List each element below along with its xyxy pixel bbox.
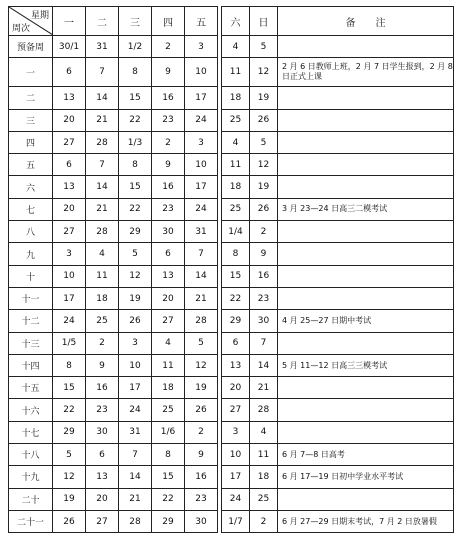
week-label-cell: 十五 xyxy=(9,377,53,399)
date-cell-tue: 16 xyxy=(86,377,119,399)
date-cell-sun: 11 xyxy=(250,444,278,466)
date-cell-sun: 19 xyxy=(250,87,278,109)
note-cell: 2 月 6 日教师上班，2 月 7 日学生报到，2 月 8 日正式上课 xyxy=(278,58,454,87)
school-calendar-table xyxy=(8,6,454,533)
date-cell-fri: 12 xyxy=(185,354,218,376)
date-cell-wed: 12 xyxy=(119,265,152,287)
date-cell-wed: 10 xyxy=(119,354,152,376)
week-label-cell: 二 xyxy=(9,87,53,109)
corner-label-weekday: 星期 xyxy=(30,11,49,21)
note-cell xyxy=(278,332,454,354)
date-cell-sun: 19 xyxy=(250,176,278,198)
week-label-cell: 四 xyxy=(9,131,53,153)
date-cell-thu: 1/6 xyxy=(152,421,185,443)
week-label-cell: 二十 xyxy=(9,488,53,510)
date-cell-thu: 16 xyxy=(152,87,185,109)
date-cell-sun: 4 xyxy=(250,421,278,443)
date-cell-sun: 12 xyxy=(250,154,278,176)
date-cell-mon: 6 xyxy=(53,154,86,176)
date-cell-sun: 21 xyxy=(250,377,278,399)
corner-label-week: 周次 xyxy=(12,24,31,34)
week-label-cell: 十一 xyxy=(9,287,53,309)
date-cell-thu: 18 xyxy=(152,377,185,399)
date-cell-fri: 14 xyxy=(185,265,218,287)
header-notes: 备 注 xyxy=(278,7,454,36)
week-label-cell: 六 xyxy=(9,176,53,198)
date-cell-thu: 2 xyxy=(152,36,185,58)
date-cell-tue: 21 xyxy=(86,198,119,220)
date-cell-fri: 23 xyxy=(185,488,218,510)
date-cell-tue: 31 xyxy=(86,36,119,58)
date-cell-sat: 10 xyxy=(222,444,250,466)
date-cell-tue: 9 xyxy=(86,354,119,376)
week-row xyxy=(9,243,454,265)
date-cell-sun: 5 xyxy=(250,36,278,58)
date-cell-sun: 28 xyxy=(250,399,278,421)
note-cell xyxy=(278,36,454,58)
week-row xyxy=(9,332,454,354)
date-cell-sat: 25 xyxy=(222,109,250,131)
date-cell-thu: 4 xyxy=(152,332,185,354)
calendar-body xyxy=(9,36,454,533)
week-label-cell: 五 xyxy=(9,154,53,176)
date-cell-fri: 31 xyxy=(185,221,218,243)
note-cell: 5 月 11—12 日高三三模考试 xyxy=(278,354,454,376)
date-cell-sat: 20 xyxy=(222,377,250,399)
week-label-cell: 十二 xyxy=(9,310,53,332)
date-cell-wed: 15 xyxy=(119,176,152,198)
header-day-sun: 日 xyxy=(250,7,278,36)
week-row xyxy=(9,154,454,176)
note-cell xyxy=(278,109,454,131)
week-row xyxy=(9,221,454,243)
date-cell-sun: 14 xyxy=(250,354,278,376)
week-row xyxy=(9,310,454,332)
date-cell-mon: 17 xyxy=(53,287,86,309)
date-cell-sun: 9 xyxy=(250,243,278,265)
date-cell-sat: 24 xyxy=(222,488,250,510)
date-cell-thu: 9 xyxy=(152,154,185,176)
week-label-cell: 八 xyxy=(9,221,53,243)
week-label-cell: 十 xyxy=(9,265,53,287)
corner-header-cell xyxy=(9,7,53,36)
note-cell xyxy=(278,154,454,176)
date-cell-wed: 8 xyxy=(119,154,152,176)
week-row xyxy=(9,287,454,309)
date-cell-sun: 25 xyxy=(250,488,278,510)
note-cell xyxy=(278,131,454,153)
date-cell-sun: 2 xyxy=(250,510,278,532)
date-cell-wed: 26 xyxy=(119,310,152,332)
date-cell-wed: 29 xyxy=(119,221,152,243)
week-row xyxy=(9,510,454,532)
date-cell-wed: 14 xyxy=(119,466,152,488)
week-label-cell: 一 xyxy=(9,58,53,87)
date-cell-wed: 1/2 xyxy=(119,36,152,58)
note-cell xyxy=(278,377,454,399)
date-cell-thu: 23 xyxy=(152,198,185,220)
date-cell-fri: 17 xyxy=(185,87,218,109)
date-cell-mon: 13 xyxy=(53,176,86,198)
week-label-cell: 十三 xyxy=(9,332,53,354)
date-cell-wed: 3 xyxy=(119,332,152,354)
date-cell-tue: 14 xyxy=(86,87,119,109)
date-cell-mon: 8 xyxy=(53,354,86,376)
date-cell-sat: 4 xyxy=(222,36,250,58)
date-cell-mon: 6 xyxy=(53,58,86,87)
date-cell-fri: 16 xyxy=(185,466,218,488)
week-label-cell: 十七 xyxy=(9,421,53,443)
date-cell-sat: 18 xyxy=(222,87,250,109)
note-cell xyxy=(278,176,454,198)
date-cell-sat: 27 xyxy=(222,399,250,421)
date-cell-fri: 21 xyxy=(185,287,218,309)
note-cell xyxy=(278,287,454,309)
date-cell-tue: 11 xyxy=(86,265,119,287)
note-cell: 6 月 7—8 日高考 xyxy=(278,444,454,466)
date-cell-sun: 16 xyxy=(250,265,278,287)
date-cell-wed: 22 xyxy=(119,198,152,220)
header-day-fri: 五 xyxy=(185,7,218,36)
week-row xyxy=(9,131,454,153)
date-cell-mon: 20 xyxy=(53,109,86,131)
date-cell-tue: 28 xyxy=(86,131,119,153)
date-cell-thu: 20 xyxy=(152,287,185,309)
date-cell-fri: 10 xyxy=(185,58,218,87)
date-cell-mon: 30/1 xyxy=(53,36,86,58)
date-cell-mon: 3 xyxy=(53,243,86,265)
date-cell-fri: 19 xyxy=(185,377,218,399)
date-cell-sat: 18 xyxy=(222,176,250,198)
note-cell: 4 月 25—27 日期中考试 xyxy=(278,310,454,332)
date-cell-mon: 27 xyxy=(53,131,86,153)
date-cell-mon: 20 xyxy=(53,198,86,220)
header-day-thu: 四 xyxy=(152,7,185,36)
date-cell-thu: 29 xyxy=(152,510,185,532)
date-cell-wed: 17 xyxy=(119,377,152,399)
week-row xyxy=(9,265,454,287)
week-label-cell: 预备周 xyxy=(9,36,53,58)
week-label-cell: 十九 xyxy=(9,466,53,488)
week-row xyxy=(9,198,454,220)
note-cell xyxy=(278,221,454,243)
date-cell-mon: 1/5 xyxy=(53,332,86,354)
date-cell-fri: 30 xyxy=(185,510,218,532)
date-cell-tue: 23 xyxy=(86,399,119,421)
date-cell-tue: 4 xyxy=(86,243,119,265)
date-cell-wed: 1/3 xyxy=(119,131,152,153)
date-cell-tue: 27 xyxy=(86,510,119,532)
date-cell-thu: 8 xyxy=(152,444,185,466)
date-cell-fri: 3 xyxy=(185,131,218,153)
week-label-cell: 三 xyxy=(9,109,53,131)
week-row xyxy=(9,466,454,488)
date-cell-wed: 5 xyxy=(119,243,152,265)
date-cell-tue: 21 xyxy=(86,109,119,131)
date-cell-sat: 4 xyxy=(222,131,250,153)
date-cell-sat: 8 xyxy=(222,243,250,265)
header-day-sat: 六 xyxy=(222,7,250,36)
date-cell-sat: 22 xyxy=(222,287,250,309)
date-cell-fri: 17 xyxy=(185,176,218,198)
date-cell-thu: 9 xyxy=(152,58,185,87)
date-cell-sat: 11 xyxy=(222,154,250,176)
week-label-cell: 二十一 xyxy=(9,510,53,532)
date-cell-thu: 15 xyxy=(152,466,185,488)
week-row xyxy=(9,176,454,198)
date-cell-thu: 16 xyxy=(152,176,185,198)
note-cell xyxy=(278,243,454,265)
date-cell-tue: 14 xyxy=(86,176,119,198)
date-cell-fri: 24 xyxy=(185,109,218,131)
week-row xyxy=(9,354,454,376)
date-cell-wed: 22 xyxy=(119,109,152,131)
date-cell-mon: 24 xyxy=(53,310,86,332)
week-row xyxy=(9,421,454,443)
date-cell-mon: 19 xyxy=(53,488,86,510)
header-row xyxy=(9,7,454,36)
date-cell-mon: 13 xyxy=(53,87,86,109)
date-cell-wed: 19 xyxy=(119,287,152,309)
week-label-cell: 七 xyxy=(9,198,53,220)
date-cell-sat: 13 xyxy=(222,354,250,376)
date-cell-mon: 27 xyxy=(53,221,86,243)
week-row xyxy=(9,109,454,131)
date-cell-sat: 11 xyxy=(222,58,250,87)
date-cell-wed: 8 xyxy=(119,58,152,87)
date-cell-sun: 5 xyxy=(250,131,278,153)
date-cell-wed: 31 xyxy=(119,421,152,443)
date-cell-tue: 28 xyxy=(86,221,119,243)
date-cell-sat: 6 xyxy=(222,332,250,354)
date-cell-thu: 2 xyxy=(152,131,185,153)
date-cell-sat: 25 xyxy=(222,198,250,220)
date-cell-fri: 28 xyxy=(185,310,218,332)
week-label-cell: 十四 xyxy=(9,354,53,376)
date-cell-sat: 15 xyxy=(222,265,250,287)
date-cell-fri: 24 xyxy=(185,198,218,220)
header-day-wed: 三 xyxy=(119,7,152,36)
date-cell-sun: 7 xyxy=(250,332,278,354)
note-cell xyxy=(278,87,454,109)
date-cell-thu: 30 xyxy=(152,221,185,243)
note-cell: 3 月 23—24 日高三二模考试 xyxy=(278,198,454,220)
date-cell-tue: 7 xyxy=(86,154,119,176)
date-cell-thu: 22 xyxy=(152,488,185,510)
date-cell-mon: 12 xyxy=(53,466,86,488)
date-cell-tue: 6 xyxy=(86,444,119,466)
date-cell-sun: 30 xyxy=(250,310,278,332)
week-row xyxy=(9,377,454,399)
date-cell-fri: 7 xyxy=(185,243,218,265)
date-cell-thu: 6 xyxy=(152,243,185,265)
week-label-cell: 九 xyxy=(9,243,53,265)
date-cell-tue: 18 xyxy=(86,287,119,309)
date-cell-fri: 2 xyxy=(185,421,218,443)
date-cell-mon: 10 xyxy=(53,265,86,287)
date-cell-sat: 3 xyxy=(222,421,250,443)
date-cell-fri: 26 xyxy=(185,399,218,421)
date-cell-sun: 18 xyxy=(250,466,278,488)
date-cell-wed: 7 xyxy=(119,444,152,466)
date-cell-fri: 10 xyxy=(185,154,218,176)
week-label-cell: 十六 xyxy=(9,399,53,421)
date-cell-mon: 26 xyxy=(53,510,86,532)
date-cell-thu: 27 xyxy=(152,310,185,332)
date-cell-thu: 11 xyxy=(152,354,185,376)
date-cell-wed: 28 xyxy=(119,510,152,532)
date-cell-fri: 5 xyxy=(185,332,218,354)
date-cell-tue: 13 xyxy=(86,466,119,488)
date-cell-sat: 17 xyxy=(222,466,250,488)
date-cell-thu: 23 xyxy=(152,109,185,131)
note-cell: 6 月 27—29 日期末考试，7 月 2 日放暑假 xyxy=(278,510,454,532)
note-cell xyxy=(278,399,454,421)
date-cell-wed: 15 xyxy=(119,87,152,109)
date-cell-tue: 20 xyxy=(86,488,119,510)
date-cell-sat: 1/7 xyxy=(222,510,250,532)
week-row xyxy=(9,399,454,421)
week-row xyxy=(9,58,454,87)
date-cell-mon: 22 xyxy=(53,399,86,421)
date-cell-sun: 26 xyxy=(250,198,278,220)
date-cell-fri: 3 xyxy=(185,36,218,58)
date-cell-tue: 7 xyxy=(86,58,119,87)
note-cell xyxy=(278,421,454,443)
date-cell-sun: 26 xyxy=(250,109,278,131)
date-cell-mon: 29 xyxy=(53,421,86,443)
date-cell-tue: 2 xyxy=(86,332,119,354)
header-day-mon: 一 xyxy=(53,7,86,36)
date-cell-sun: 12 xyxy=(250,58,278,87)
date-cell-fri: 9 xyxy=(185,444,218,466)
date-cell-sun: 2 xyxy=(250,221,278,243)
week-row xyxy=(9,444,454,466)
week-row xyxy=(9,488,454,510)
week-label-cell: 十八 xyxy=(9,444,53,466)
date-cell-mon: 5 xyxy=(53,444,86,466)
note-cell xyxy=(278,488,454,510)
date-cell-thu: 13 xyxy=(152,265,185,287)
date-cell-sun: 23 xyxy=(250,287,278,309)
date-cell-tue: 30 xyxy=(86,421,119,443)
date-cell-mon: 15 xyxy=(53,377,86,399)
date-cell-wed: 21 xyxy=(119,488,152,510)
date-cell-tue: 25 xyxy=(86,310,119,332)
week-row xyxy=(9,87,454,109)
date-cell-wed: 24 xyxy=(119,399,152,421)
note-cell: 6 月 17—19 日初中学业水平考试 xyxy=(278,466,454,488)
date-cell-sat: 29 xyxy=(222,310,250,332)
note-cell xyxy=(278,265,454,287)
date-cell-thu: 25 xyxy=(152,399,185,421)
header-day-tue: 二 xyxy=(86,7,119,36)
week-row xyxy=(9,36,454,58)
date-cell-sat: 1/4 xyxy=(222,221,250,243)
